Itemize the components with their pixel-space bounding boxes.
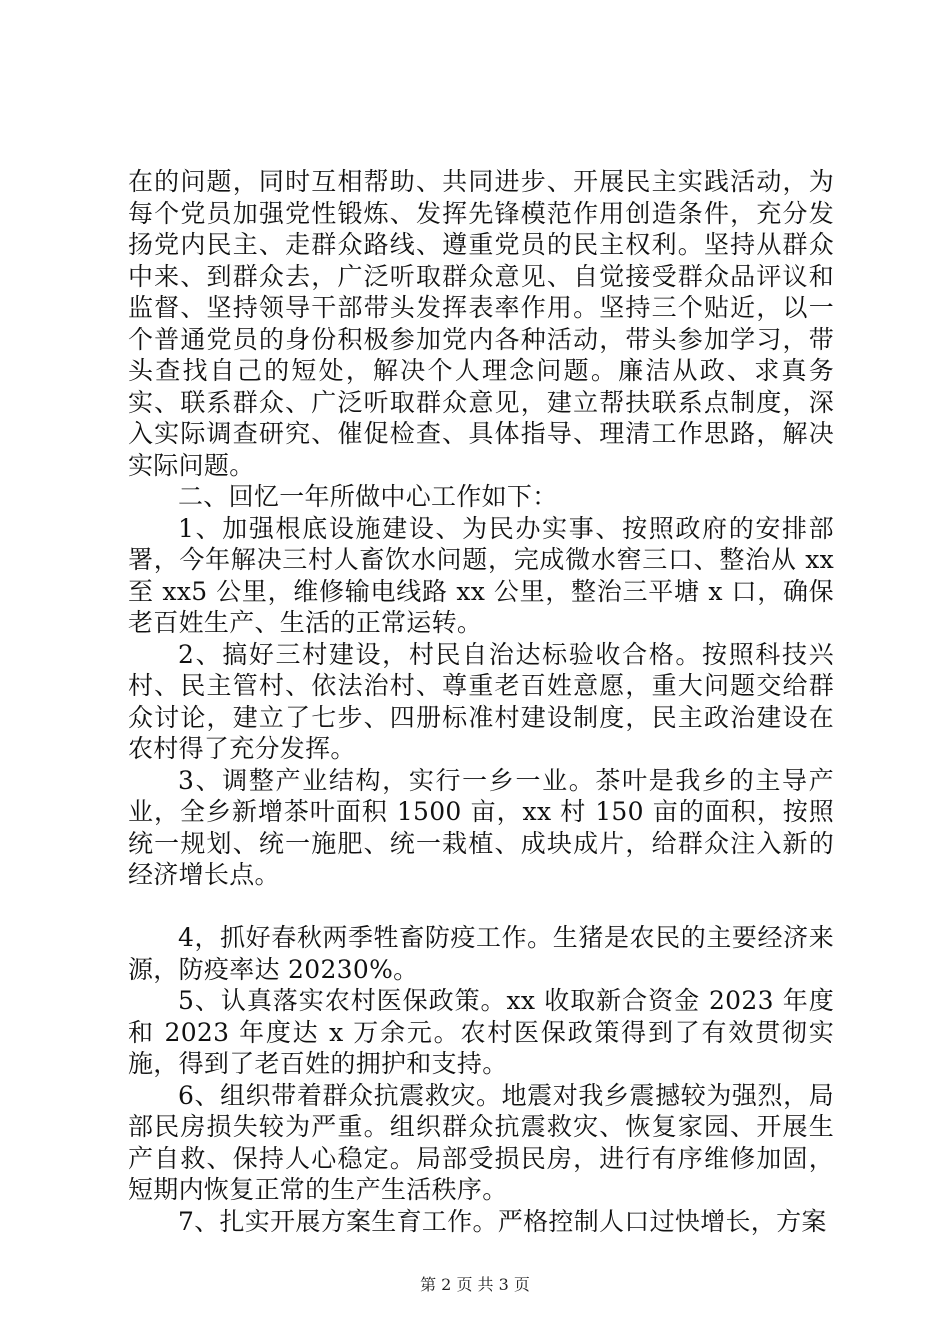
paragraph-item-5: 5、认真落实农村医保政策。xx 收取新合资金 2023 年度和 2023 年度达 x 万余元。农村医保政策得到了有效贯彻实施，得到了老百姓的拥护和支持。 [128, 986, 834, 1078]
paragraph-item-6: 6、组织带着群众抗震救灾。地震对我乡震撼较为强烈，局部民房损失较为严重。组织群众抗震救灾、恢复家园、开展生产自救、保持人心稳定。局部受损民房，进行有序维修加固，短期内恢复正常的生产生活秩序。 [128, 1080, 834, 1204]
blank-line [128, 891, 834, 923]
paragraph-intro-continuation: 在的问题，同时互相帮助、共同进步、开展民主实践活动，为每个党员加强党性锻炼、发挥先锋模范作用创造条件，充分发扬党内民主、走群众路线、遵重党员的民主权利。坚持从群众中来、到群众去，广泛听取群众意见、自觉接受群众品评议和监督、坚持领导干部带头发挥表率作用。坚持三个贴近，以一个普通党员的身份积极参加党内各种活动，带头参加学习，带头查找自己的短处，解决个人理念问题。廉洁从政、求真务实、联系群众、广泛听取群众意见，建立帮扶联系点制度，深入实际调查研究、催促检查、具体指导、理清工作思路，解决实际问题。 [128, 167, 834, 480]
section-heading-central-work: 二、回忆一年所做中心工作如下： [178, 482, 558, 511]
paragraph-item-1: 1、加强根底设施建设、为民办实事、按照政府的安排部署，今年解决三村人畜饮水问题，完成微水窖三口、整治从 xx 至 xx5 公里，维修输电线路 xx 公里，整治三平塘 x 口，确保老百姓生产、生活的正常运转。 [128, 513, 834, 637]
paragraph-item-3: 3、调整产业结构，实行一乡一业。茶叶是我乡的主导产业，全乡新增茶叶面积 1500 亩，xx 村 150 亩的面积，按照统一规划、统一施肥、统一栽植、成块成片，给群众注入新的经济增长点。 [128, 765, 834, 889]
paragraph-item-2: 2、搞好三村建设，村民自治达标验收合格。按照科技兴村、民主管村、依法治村、尊重老百姓意愿，重大问题交给群众讨论，建立了七步、四册标准村建设制度，民主政治建设在农村得了充分发挥。 [128, 639, 834, 763]
paragraph-item-4: 4，抓好春秋两季牲畜防疫工作。生猪是农民的主要经济来源，防疫率达 20230%。 [128, 923, 834, 984]
paragraph-item-7: 7、扎实开展方案生育工作。严格控制人口过快增长，方案 [178, 1206, 827, 1236]
document-body [128, 166, 834, 1237]
page-footer: 第 2 页 共 3 页 [420, 1275, 530, 1294]
